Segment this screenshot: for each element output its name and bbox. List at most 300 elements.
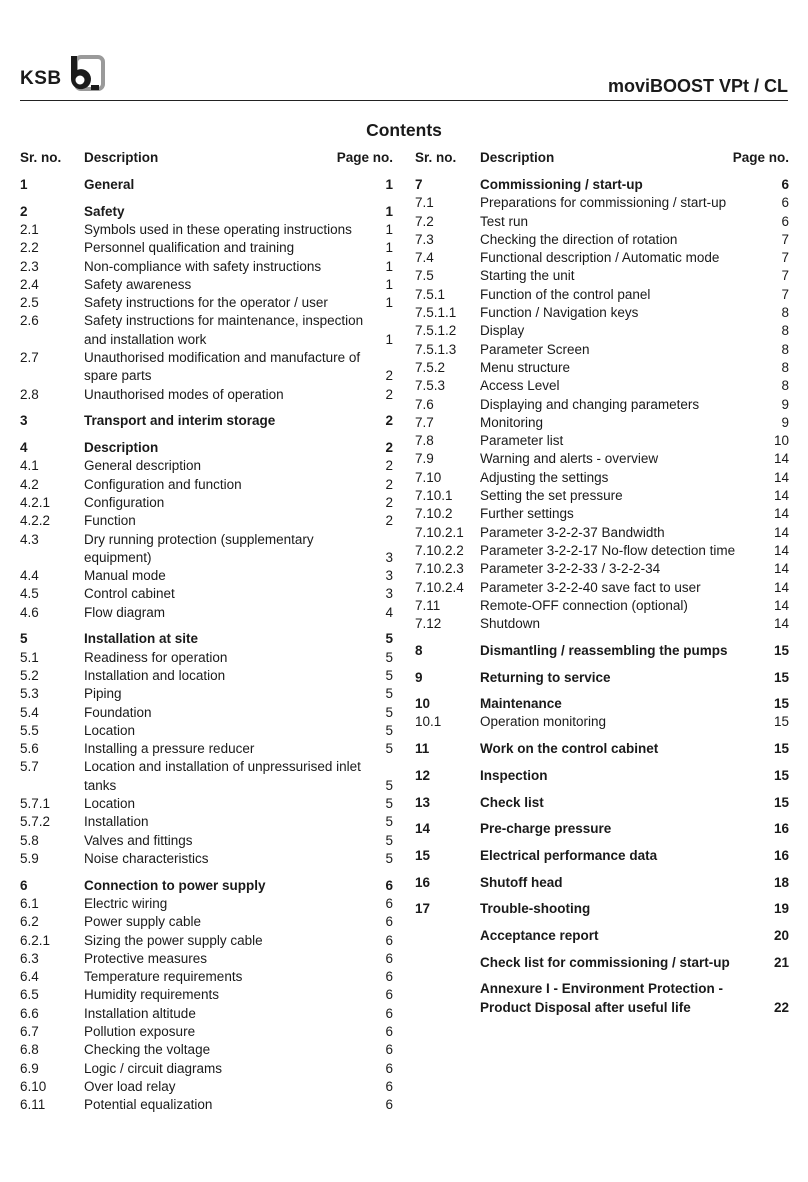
toc-entry bbox=[20, 1078, 393, 1096]
toc-entry-number: 5.9 bbox=[20, 850, 39, 866]
toc-entry-page: 8 bbox=[781, 378, 789, 394]
toc-entry-number: 7.12 bbox=[415, 616, 442, 632]
toc-entry-description: Parameter Screen bbox=[480, 341, 590, 357]
toc-entry bbox=[415, 322, 789, 340]
toc-entry-number: 4.2.2 bbox=[20, 513, 51, 529]
toc-entry-number: 4.3 bbox=[20, 531, 39, 547]
toc-entry-description: Displaying and changing parameters bbox=[480, 396, 700, 412]
toc-entry-page: 6 bbox=[385, 1005, 393, 1021]
toc-entry-number: 11 bbox=[415, 741, 430, 757]
toc-entry bbox=[20, 258, 393, 276]
toc-entry-number: 2.1 bbox=[20, 221, 39, 237]
toc-entry-description: Shutoff head bbox=[480, 874, 563, 890]
toc-entry bbox=[20, 476, 393, 494]
toc-entry-description: Dry running protection (supplementary equipment) bbox=[84, 531, 314, 565]
toc-entry bbox=[20, 722, 393, 740]
toc-entry-page: 22 bbox=[773, 999, 789, 1015]
toc-entry-page: 2 bbox=[385, 368, 393, 384]
toc-entry-number: 7.5 bbox=[415, 268, 434, 284]
toc-entry-description: Remote-OFF connection (optional) bbox=[480, 597, 688, 613]
toc-entry-number: 6.10 bbox=[20, 1078, 47, 1094]
toc-entry bbox=[20, 312, 393, 349]
sr-no-header: Sr. no. bbox=[415, 150, 457, 165]
toc-entry-page: 16 bbox=[773, 847, 789, 863]
toc-entry bbox=[20, 585, 393, 603]
toc-entry-description: Pollution exposure bbox=[84, 1024, 196, 1040]
toc-entry-description: Personnel qualification and training bbox=[84, 240, 295, 256]
toc-entry bbox=[415, 542, 789, 560]
toc-entry-description: Further settings bbox=[480, 506, 574, 522]
toc-entry-page: 1 bbox=[385, 177, 393, 192]
toc-entry-page: 14 bbox=[773, 524, 789, 540]
toc-entry-number: 7.10.2.3 bbox=[415, 561, 464, 577]
toc-entry-page: 15 bbox=[773, 696, 789, 712]
toc-entry bbox=[415, 820, 789, 838]
toc-entry-description: Function bbox=[84, 513, 136, 529]
toc-entry bbox=[20, 704, 393, 722]
toc-entry-description: Starting the unit bbox=[480, 268, 575, 284]
toc-entry bbox=[20, 1060, 393, 1078]
toc-entry-number: 7.9 bbox=[415, 451, 434, 467]
toc-entry-number: 7.5.3 bbox=[415, 378, 446, 394]
toc-entry bbox=[20, 457, 393, 475]
toc-entry-number: 5.8 bbox=[20, 832, 39, 848]
toc-entry bbox=[20, 740, 393, 758]
toc-entry bbox=[415, 432, 789, 450]
toc-entry-description: Noise characteristics bbox=[84, 850, 209, 866]
toc-entry-page: 21 bbox=[773, 954, 789, 970]
toc-entry-number: 6.4 bbox=[20, 969, 39, 985]
toc-entry bbox=[415, 597, 789, 615]
toc-entry-description: Trouble-shooting bbox=[480, 901, 591, 917]
toc-entry-number: 13 bbox=[415, 794, 431, 810]
toc-entry-description: Unauthorised modes of operation bbox=[84, 386, 284, 402]
ksb-b-logo-icon bbox=[67, 54, 107, 94]
toc-entry-description: Parameter 3-2-2-17 No-flow detection time bbox=[480, 542, 736, 558]
toc-entry-description: Warning and alerts - overview bbox=[480, 451, 659, 467]
toc-entry bbox=[20, 950, 393, 968]
toc-entry bbox=[415, 669, 789, 687]
toc-entry-description: Transport and interim storage bbox=[84, 413, 276, 429]
toc-entry-page: 5 bbox=[385, 741, 393, 757]
toc-entry-number: 5.3 bbox=[20, 686, 39, 702]
toc-entry-number: 4.1 bbox=[20, 458, 39, 474]
toc-entry-description: Installation altitude bbox=[84, 1005, 196, 1021]
toc-entry bbox=[20, 531, 393, 568]
toc-entry bbox=[20, 932, 393, 950]
toc-entry-description: Installation bbox=[84, 814, 149, 830]
toc-entry-page: 5 bbox=[385, 667, 393, 683]
toc-entry-number: 10 bbox=[415, 696, 431, 712]
toc-entry-number: 5.7.1 bbox=[20, 796, 51, 812]
toc-entry-page: 15 bbox=[773, 714, 789, 730]
toc-entry-description: Connection to power supply bbox=[84, 877, 266, 893]
toc-entry-number: 6.5 bbox=[20, 987, 39, 1003]
toc-entry-description: Sizing the power supply cable bbox=[84, 932, 263, 948]
toc-entry-number: 14 bbox=[415, 821, 431, 837]
toc-entry bbox=[20, 877, 393, 895]
toc-entry-description: Checking the direction of rotation bbox=[480, 231, 678, 247]
toc-entry-description: Valves and fittings bbox=[84, 832, 193, 848]
toc-entry bbox=[20, 795, 393, 813]
toc-entry-description: Menu structure bbox=[480, 359, 571, 375]
toc-entry-page: 14 bbox=[773, 561, 789, 577]
logo-text: KSB bbox=[20, 68, 62, 89]
toc-entry-description: Safety instructions for the operator / user bbox=[84, 295, 328, 311]
toc-entry-page: 14 bbox=[773, 616, 789, 632]
toc-entry-number: 1 bbox=[20, 177, 28, 192]
toc-entry-number: 5.2 bbox=[20, 667, 39, 683]
toc-entry bbox=[20, 604, 393, 622]
toc-entry-number: 7.10.1 bbox=[415, 488, 453, 504]
toc-entry-page: 14 bbox=[773, 542, 789, 558]
document-title: moviBOOST VPt / CL bbox=[607, 76, 788, 96]
toc-entry-description: Function / Navigation keys bbox=[480, 305, 639, 321]
toc-entry-description: Operation monitoring bbox=[480, 714, 607, 730]
toc-entry bbox=[415, 954, 789, 972]
toc-entry-page: 1 bbox=[385, 276, 393, 292]
page-no-header: Page no. bbox=[336, 150, 393, 165]
toc-entry-description: Manual mode bbox=[84, 568, 166, 584]
toc-entry-description: Check list for commissioning / start-up bbox=[480, 954, 730, 970]
toc-entry bbox=[415, 414, 789, 432]
table-header bbox=[20, 150, 393, 176]
toc-entry-description: Work on the control cabinet bbox=[480, 741, 659, 757]
toc-entry-number: 10.1 bbox=[415, 714, 442, 730]
page-no-header: Page no. bbox=[732, 150, 789, 165]
toc-entry-page: 2 bbox=[385, 458, 393, 474]
toc-entry-number: 6.6 bbox=[20, 1005, 39, 1021]
toc-entry-description: Annexure I - Environment Protection - Product Disposal after useful life bbox=[480, 981, 724, 1015]
toc-entry-description: Flow diagram bbox=[84, 604, 166, 620]
toc-entry-page: 5 bbox=[385, 832, 393, 848]
toc-entry-page: 18 bbox=[773, 874, 789, 890]
toc-entry bbox=[20, 512, 393, 530]
toc-entry-page: 5 bbox=[385, 796, 393, 812]
toc-entry-description: General description bbox=[84, 458, 202, 474]
toc-entry-description: Electrical performance data bbox=[480, 847, 658, 863]
toc-entry-description: Location bbox=[84, 796, 136, 812]
toc-entry-page: 8 bbox=[781, 305, 789, 321]
toc-entry-page: 1 bbox=[385, 240, 393, 256]
toc-entry-description: Preparations for commissioning / start-up bbox=[480, 195, 727, 211]
toc-entry bbox=[20, 276, 393, 294]
toc-entry-page: 14 bbox=[773, 579, 789, 595]
toc-entry-description: Checking the voltage bbox=[84, 1042, 211, 1058]
toc-entry-number: 6.9 bbox=[20, 1060, 39, 1076]
toc-entry-page: 2 bbox=[385, 476, 393, 492]
toc-entry bbox=[20, 649, 393, 667]
toc-entry-description: Description bbox=[84, 440, 159, 456]
toc-entry-description: Check list bbox=[480, 794, 544, 810]
toc-entry-page: 5 bbox=[385, 649, 393, 665]
toc-entry-page: 5 bbox=[385, 631, 393, 647]
sr-no-header: Sr. no. bbox=[20, 150, 62, 165]
toc-entry bbox=[415, 286, 789, 304]
toc-entry-description: Functional description / Automatic mode bbox=[480, 250, 720, 266]
table-header bbox=[415, 150, 789, 176]
toc-entry-number: 9 bbox=[415, 669, 423, 685]
toc-entry bbox=[20, 294, 393, 312]
toc-entry-number: 2.6 bbox=[20, 313, 39, 329]
ksb-logo bbox=[20, 52, 107, 94]
toc-entry bbox=[20, 239, 393, 257]
toc-entry bbox=[20, 895, 393, 913]
toc-entry bbox=[415, 231, 789, 249]
toc-entry-page: 9 bbox=[781, 396, 789, 412]
toc-entry-page: 19 bbox=[773, 901, 789, 917]
toc-entry-number: 7.5.2 bbox=[415, 359, 446, 375]
toc-entry-number: 7.10.2.1 bbox=[415, 524, 464, 540]
toc-entry bbox=[415, 469, 789, 487]
toc-entry-page: 14 bbox=[773, 451, 789, 467]
toc-entry bbox=[415, 695, 789, 713]
toc-entry bbox=[415, 341, 789, 359]
toc-entry-page: 7 bbox=[781, 250, 789, 266]
toc-entry-description: Pre-charge pressure bbox=[480, 821, 612, 837]
toc-entry-description: Parameter 3-2-2-37 Bandwidth bbox=[480, 524, 665, 540]
toc-entry bbox=[20, 1023, 393, 1041]
toc-entry-page: 15 bbox=[773, 669, 789, 685]
toc-right-column bbox=[415, 150, 789, 1017]
toc-entry bbox=[20, 813, 393, 831]
toc-entry-description: Adjusting the settings bbox=[480, 469, 609, 485]
toc-entry-number: 6.2 bbox=[20, 914, 39, 930]
toc-entry-number: 4.2.1 bbox=[20, 494, 51, 510]
toc-entry-number: 7.8 bbox=[415, 433, 434, 449]
toc-entry-number: 12 bbox=[415, 767, 431, 783]
toc-entry-number: 2.3 bbox=[20, 258, 39, 274]
toc-entry-page: 5 bbox=[385, 777, 393, 793]
toc-entry-number: 4.4 bbox=[20, 568, 39, 584]
toc-entry-number: 2.2 bbox=[20, 240, 39, 256]
toc-entry-description: Test run bbox=[480, 213, 529, 229]
toc-entry-page: 14 bbox=[773, 488, 789, 504]
toc-entry-number: 5.1 bbox=[20, 649, 39, 665]
toc-entry-page: 2 bbox=[385, 513, 393, 529]
toc-entry-description: Location and installation of unpressurised inlet tanks bbox=[84, 759, 361, 793]
toc-entry-page: 6 bbox=[385, 1078, 393, 1094]
toc-entry-description: General bbox=[84, 177, 135, 192]
toc-entry-page: 6 bbox=[385, 987, 393, 1003]
toc-entry-number: 7.3 bbox=[415, 231, 434, 247]
toc-entry-description: Foundation bbox=[84, 704, 152, 720]
toc-entry bbox=[415, 579, 789, 597]
toc-entry-description: Logic / circuit diagrams bbox=[84, 1060, 223, 1076]
toc-entry-number: 5.6 bbox=[20, 741, 39, 757]
toc-entry bbox=[415, 900, 789, 918]
toc-entry-page: 20 bbox=[773, 927, 789, 943]
toc-entry bbox=[20, 386, 393, 404]
toc-entry-number: 2.8 bbox=[20, 386, 39, 402]
toc-entry bbox=[20, 986, 393, 1004]
toc-entry-number: 7.10.2.4 bbox=[415, 579, 464, 595]
toc-entry-description: Installing a pressure reducer bbox=[84, 741, 255, 757]
toc-entry-page: 6 bbox=[385, 1060, 393, 1076]
contents-heading: Contents bbox=[366, 120, 442, 140]
toc-entry bbox=[415, 450, 789, 468]
toc-entry bbox=[20, 968, 393, 986]
toc-entry-page: 15 bbox=[773, 741, 789, 757]
toc-entry-number: 5.7 bbox=[20, 759, 39, 775]
toc-entry-page: 5 bbox=[385, 686, 393, 702]
toc-entry-page: 14 bbox=[773, 506, 789, 522]
toc-entry-page: 3 bbox=[385, 549, 393, 565]
page-header bbox=[20, 52, 788, 101]
toc-entry-number: 2.4 bbox=[20, 276, 39, 292]
toc-entry-number: 4 bbox=[20, 440, 28, 456]
toc-entry bbox=[415, 874, 789, 892]
toc-entry bbox=[415, 213, 789, 231]
toc-entry bbox=[415, 377, 789, 395]
toc-entry-description: Acceptance report bbox=[480, 927, 599, 943]
toc-entry-description: Electric wiring bbox=[84, 895, 168, 911]
toc-entry-description: Installation at site bbox=[84, 631, 199, 647]
toc-entry-page: 15 bbox=[773, 794, 789, 810]
toc-entry-number: 5.4 bbox=[20, 704, 39, 720]
toc-entry-number: 6 bbox=[20, 877, 28, 893]
toc-entry bbox=[415, 396, 789, 414]
toc-entry-page: 2 bbox=[385, 494, 393, 510]
toc-entry bbox=[20, 412, 393, 430]
toc-entry-description: Symbols used in these operating instructions bbox=[84, 221, 352, 237]
toc-entry-number: 4.6 bbox=[20, 604, 39, 620]
toc-entry-page: 9 bbox=[781, 414, 789, 430]
toc-entry-page: 1 bbox=[385, 295, 393, 311]
toc-entry bbox=[415, 560, 789, 578]
toc-entry-description: Safety instructions for maintenance, inspection and installation work bbox=[84, 313, 364, 347]
toc-entry-number: 7.5.1 bbox=[415, 286, 446, 302]
toc-entry-page: 6 bbox=[385, 969, 393, 985]
toc-entry bbox=[20, 1041, 393, 1059]
toc-entry bbox=[415, 505, 789, 523]
toc-entry bbox=[415, 767, 789, 785]
toc-entry-number: 3 bbox=[20, 413, 28, 429]
toc-entry bbox=[20, 439, 393, 457]
toc-left-column bbox=[20, 150, 393, 1115]
toc-entry-page: 6 bbox=[385, 1042, 393, 1058]
toc-entry-description: Shutdown bbox=[480, 616, 541, 632]
toc-entry-description: Returning to service bbox=[480, 669, 611, 685]
toc-entry-number: 8 bbox=[415, 642, 423, 658]
toc-entry-page: 1 bbox=[385, 221, 393, 237]
toc-entry-number: 5.7.2 bbox=[20, 814, 51, 830]
toc-entry-description: Safety bbox=[84, 203, 125, 219]
toc-entry bbox=[415, 794, 789, 812]
toc-entry-page: 6 bbox=[781, 177, 789, 192]
toc-entry bbox=[415, 713, 789, 731]
toc-entry-number: 2 bbox=[20, 203, 28, 219]
toc-entry-description: Over load relay bbox=[84, 1078, 176, 1094]
toc-entry bbox=[415, 980, 789, 1017]
toc-entry-number: 7.4 bbox=[415, 250, 434, 266]
toc-entry bbox=[415, 249, 789, 267]
toc-entry-page: 2 bbox=[385, 386, 393, 402]
toc-entry-description: Function of the control panel bbox=[480, 286, 651, 302]
toc-entry-description: Parameter 3-2-2-40 save fact to user bbox=[480, 579, 701, 595]
toc-entry bbox=[415, 740, 789, 758]
toc-entry-description: Maintenance bbox=[480, 696, 562, 712]
toc-entry-number: 7.6 bbox=[415, 396, 434, 412]
toc-entry-number: 6.2.1 bbox=[20, 932, 51, 948]
toc-entry bbox=[20, 1096, 393, 1114]
toc-entry bbox=[415, 359, 789, 377]
toc-entry bbox=[415, 847, 789, 865]
toc-entry-description: Commissioning / start-up bbox=[480, 177, 643, 192]
toc-entry-page: 5 bbox=[385, 704, 393, 720]
toc-entry bbox=[415, 615, 789, 633]
description-header: Description bbox=[480, 150, 555, 165]
toc-entry-description: Temperature requirements bbox=[84, 969, 243, 985]
toc-entry-page: 6 bbox=[385, 914, 393, 930]
toc-entry-page: 6 bbox=[385, 932, 393, 948]
toc-entry-number: 7.10.2 bbox=[415, 506, 453, 522]
toc-entry-description: Configuration bbox=[84, 494, 165, 510]
toc-entry bbox=[20, 176, 393, 194]
toc-entry-number: 7.5.1.3 bbox=[415, 341, 457, 357]
toc-list-right bbox=[415, 176, 789, 1017]
toc-entry-number: 2.5 bbox=[20, 295, 39, 311]
toc-entry-number: 7.10.2.2 bbox=[415, 542, 464, 558]
toc-entry-page: 8 bbox=[781, 323, 789, 339]
toc-entry-number: 7 bbox=[415, 177, 423, 192]
toc-entry-number: 7.1 bbox=[415, 195, 434, 211]
toc-entry-description: Parameter list bbox=[480, 433, 564, 449]
toc-entry-page: 3 bbox=[385, 586, 393, 602]
toc-entry-number: 5.5 bbox=[20, 722, 39, 738]
toc-entry-page: 5 bbox=[385, 850, 393, 866]
toc-entry-number: 7.5.1.2 bbox=[415, 323, 457, 339]
toc-entry-description: Access Level bbox=[480, 378, 560, 394]
toc-entry-page: 7 bbox=[781, 231, 789, 247]
toc-entry-number: 6.11 bbox=[20, 1097, 46, 1113]
toc-entry-page: 4 bbox=[385, 604, 393, 620]
toc-entry bbox=[20, 221, 393, 239]
toc-entry-description: Dismantling / reassembling the pumps bbox=[480, 642, 728, 658]
toc-entry bbox=[20, 758, 393, 795]
toc-entry-page: 6 bbox=[385, 1024, 393, 1040]
toc-entry-number: 6.3 bbox=[20, 950, 39, 966]
toc-entry-number: 17 bbox=[415, 901, 431, 917]
toc-entry bbox=[20, 630, 393, 648]
toc-entry-number: 7.2 bbox=[415, 213, 434, 229]
toc-entry-page: 15 bbox=[773, 642, 789, 658]
toc-entry-page: 6 bbox=[781, 195, 789, 211]
toc-entry-number: 4.5 bbox=[20, 586, 39, 602]
toc-entry-description: Power supply cable bbox=[84, 914, 202, 930]
toc-entry-description: Readiness for operation bbox=[84, 649, 228, 665]
description-header: Description bbox=[84, 150, 159, 165]
toc-entry-description: Installation and location bbox=[84, 667, 226, 683]
toc-entry-page: 6 bbox=[385, 1097, 393, 1113]
toc-entry-description: Monitoring bbox=[480, 414, 544, 430]
toc-entry-page: 7 bbox=[781, 268, 789, 284]
toc-entry-number: 6.1 bbox=[20, 895, 39, 911]
toc-entry bbox=[20, 494, 393, 512]
toc-entry-description: Display bbox=[480, 323, 525, 339]
toc-entry-page: 5 bbox=[385, 722, 393, 738]
toc-entry-number: 7.5.1.1 bbox=[415, 305, 457, 321]
toc-entry-page: 1 bbox=[385, 258, 393, 274]
toc-entry bbox=[415, 194, 789, 212]
toc-entry bbox=[415, 642, 789, 660]
toc-entry-description: Location bbox=[84, 722, 136, 738]
toc-entry-description: Unauthorised modification and manufacture of spare parts bbox=[84, 350, 361, 384]
toc-entry-page: 1 bbox=[385, 331, 393, 347]
toc-entry-page: 8 bbox=[781, 359, 789, 375]
toc-entry-page: 6 bbox=[385, 895, 393, 911]
toc-entry-number: 16 bbox=[415, 874, 431, 890]
